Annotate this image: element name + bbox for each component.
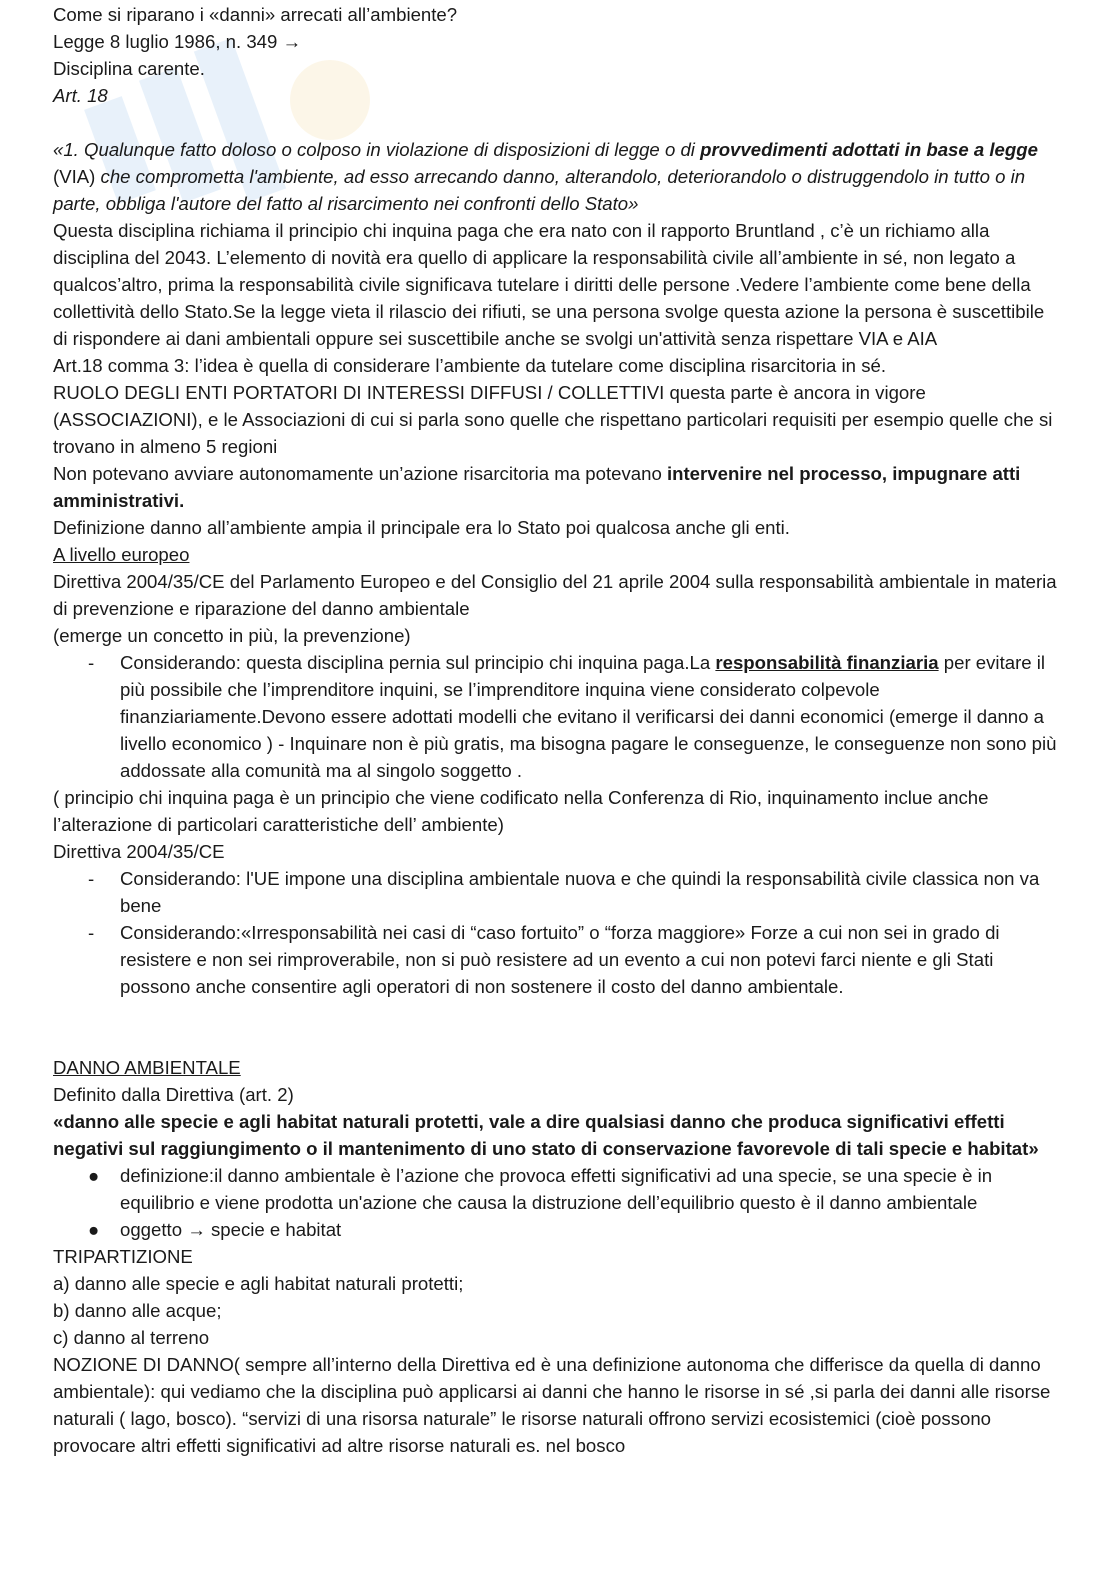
para-rio: ( principio chi inquina paga è un principio che viene codificato nella Conferenza di Rio, inquinamento inclue anche l’alterazione di particolari caratteristiche dell’ ambiente) xyxy=(53,787,989,835)
list-definizione xyxy=(53,1162,1063,1243)
tripartizione-c: c) danno al terreno xyxy=(53,1327,210,1348)
tripartizione-heading: TRIPARTIZIONE xyxy=(53,1246,193,1267)
bullet-marker: ● xyxy=(88,1165,100,1186)
para-definizione: Definizione danno all’ambiente ampia il principale era lo Stato poi qualcosa anche gli enti. xyxy=(53,517,790,538)
list-considerando-2 xyxy=(53,865,1063,1000)
para-direttiva: Direttiva 2004/35/CE del Parlamento Europeo e del Consiglio del 21 aprile 2004 sulla responsabilità ambientale in materia di prevenzione e riparazione del danno ambientale xyxy=(53,571,1057,619)
list-item-text: oggetto → specie e habitat xyxy=(120,1219,342,1240)
list-item xyxy=(53,865,1063,919)
non-potevano-text: Non potevano avviare autonomamente un’azione risarcitoria ma potevano xyxy=(53,463,667,484)
para-comma3: Art.18 comma 3: l’idea è quella di considerare l’ambiente da tutelare come disciplina risarcitoria in sé. xyxy=(53,355,886,376)
para-prevenzione: (emerge un concetto in più, la prevenzione) xyxy=(53,625,411,646)
para-definito: Definito dalla Direttiva (art. 2) xyxy=(53,1084,294,1105)
list-item xyxy=(53,919,1063,1000)
list-item-before: Considerando: questa disciplina pernia sul principio chi inquina paga.La xyxy=(120,652,716,673)
list-item-text: Considerando:«Irresponsabilità nei casi di “caso fortuito” o “forza maggiore» Forze a cui non sei in grado di resistere e non sei rimproverabile, non si può resistere ad un evento a cui non potevi farci niente e gli Stati possono anche consentire agli operatori di non sostenere il costo del danno ambientale. xyxy=(120,922,1000,997)
para-ruolo: RUOLO DEGLI ENTI PORTATORI DI INTERESSI DIFFUSI / COLLETTIVI questa parte è ancora in vigore (ASSOCIAZIONI), e le Associazioni di cui si parla sono quelle che rispettano particolari requisiti per esempio quelle che si trovano in almeno 5 regioni xyxy=(53,382,1053,457)
para-nozione: NOZIONE DI DANNO( sempre all’interno della Direttiva ed è una definizione autonoma che differisce da quella di danno ambientale): qui vediamo che la disciplina può applicarsi ai danni che hanno le risorse in sé ,si parla dei danni alle risorse naturali ( lago, bosco). “servizi di una risorsa naturale” le risorse naturali offrono servizi ecosistemici (cioè possono provocare altri effetti significativi ad altre risorse naturali es. nel bosco xyxy=(53,1354,1051,1456)
bullet-marker: ● xyxy=(88,1219,100,1240)
list-item-after: per evitare il più possibile che l’imprenditore inquini, se l’imprenditore inquina viene considerato colpevole finanziariamente.Devono essere adottati modelli che evitano il verificarsi dei danni economici (emerge il danno a livello economico ) - Inquinare non è più gratis, ma bisogna pagare le conseguenze, le conseguenze non sono più addossate alla comunità ma al singolo soggetto . xyxy=(120,652,1057,781)
header-question: Come si riparano i «danni» arrecati all’ambiente? xyxy=(53,4,458,25)
dash-marker: - xyxy=(88,868,95,889)
art18-quote xyxy=(53,136,1063,217)
list-considerando-1 xyxy=(53,649,1063,784)
list-item-text: Considerando: l'UE impone una disciplina ambientale nuova e che quindi la responsabilità civile classica non va bene xyxy=(120,868,1040,916)
para-non-potevano xyxy=(53,460,1063,514)
header-law: Legge 8 luglio 1986, n. 349 → xyxy=(53,31,302,52)
quote-part2: (VIA) xyxy=(53,166,101,187)
quote-bold1: provvedimenti adottati in base a legge xyxy=(700,139,1038,160)
non-potevano-bold: intervenire nel processo, impugnare atti amministrativi. xyxy=(53,463,1021,511)
header-note: Disciplina carente. xyxy=(53,58,205,79)
para-quote-bold: «danno alle specie e agli habitat naturali protetti, vale a dire qualsiasi danno che produca significativi effetti negativi sul raggiungimento o il mantenimento di uno stato di conservazione favorevole di tali specie e habitat» xyxy=(53,1111,1039,1159)
header-art: Art. 18 xyxy=(53,85,108,106)
heading-europeo: A livello europeo xyxy=(53,544,190,565)
tripartizione-a: a) danno alle specie e agli habitat naturali protetti; xyxy=(53,1273,464,1294)
tripartizione-b: b) danno alle acque; xyxy=(53,1300,222,1321)
list-item xyxy=(53,1162,1063,1216)
para-direttiva2: Direttiva 2004/35/CE xyxy=(53,841,225,862)
list-item-bold: responsabilità finanziaria xyxy=(715,652,939,673)
dash-marker: - xyxy=(88,652,95,673)
list-item-text: definizione:il danno ambientale è l’azione che provoca effetti significativi ad una specie, se una specie è in equilibrio e viene prodotta un'azione che causa la distruzione dell’equilibrio questo è il danno ambientale xyxy=(120,1165,993,1213)
para-principio: Questa disciplina richiama il principio chi inquina paga che era nato con il rapporto Bruntland , c’è un richiamo alla disciplina del 2043. L’elemento di novità era quello di applicare la responsabilità civile all’ambiente in sé, non legato a qualcos’altro, prima la responsabilità civile significava tutelare i diritti delle persone .Vedere l’ambiente come bene della collettività dello Stato.Se la legge vieta il rilascio dei rifiuti, se una persona svolge questa azione la persona è suscettibile di rispondere ai dani ambientali oppure sei suscettibile anche se svolgi un'attività senza rispettare VIA e AIA xyxy=(53,220,1045,349)
heading-danno-ambientale: DANNO AMBIENTALE xyxy=(53,1057,241,1078)
dash-marker: - xyxy=(88,922,95,943)
document-page xyxy=(53,0,1063,1459)
list-item xyxy=(53,649,1063,784)
list-item xyxy=(53,1216,1063,1243)
quote-part3: che comprometta l'ambiente, ad esso arrecando danno, alterandolo, deteriorandolo o distruggendolo in tutto o in parte, obbliga l'autore del fatto al risarcimento nei confronti dello Stato» xyxy=(53,166,1026,214)
quote-part1: «1. Qualunque fatto doloso o colposo in violazione di disposizioni di legge o di xyxy=(53,139,701,160)
